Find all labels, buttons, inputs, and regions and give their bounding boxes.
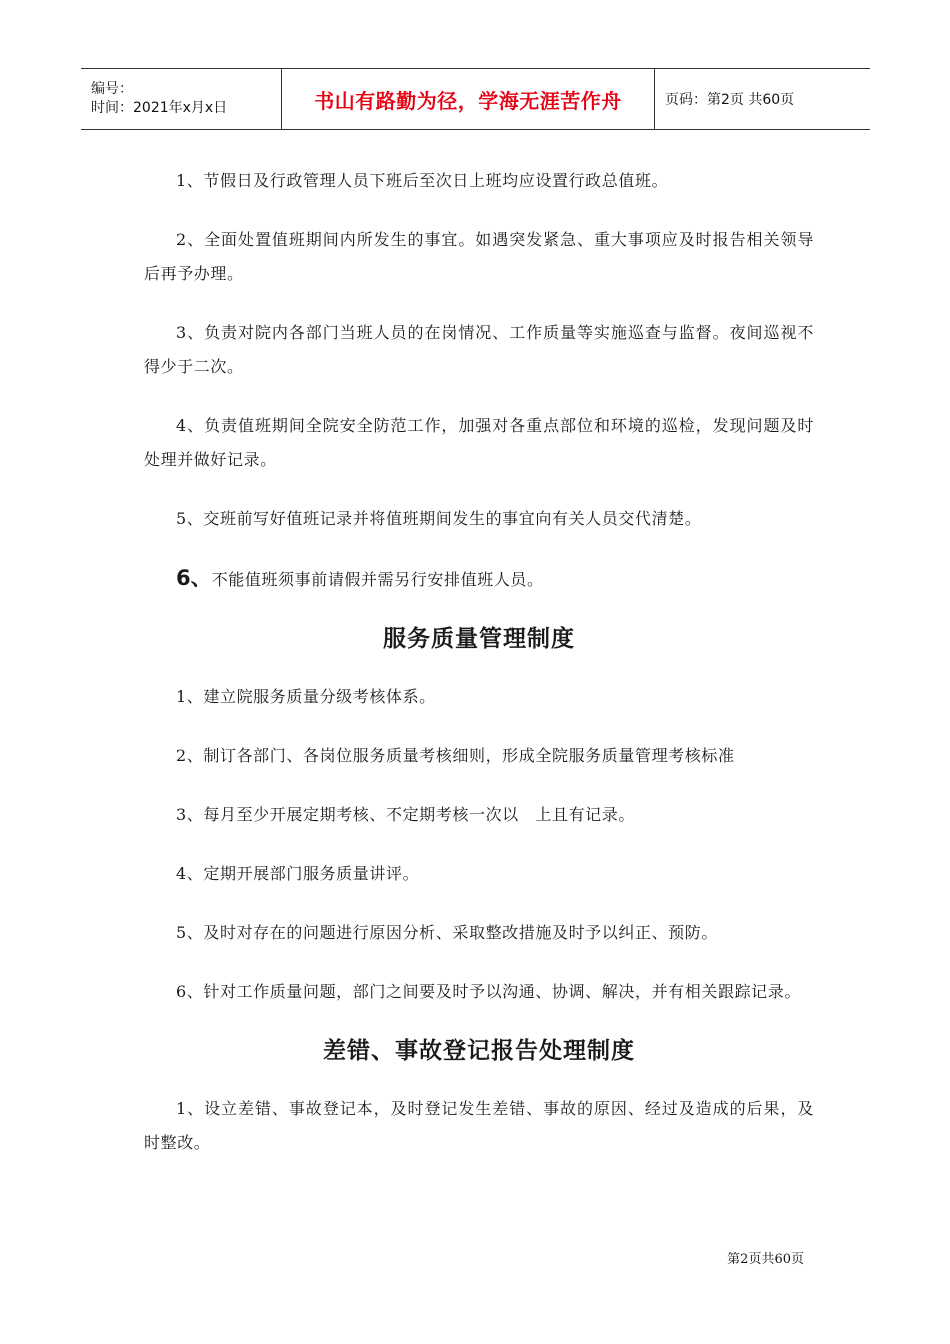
quality-item-4: 4、定期开展部门服务质量讲评。: [176, 864, 420, 883]
header-page-code: [655, 69, 870, 129]
section-title-service-quality: 服务质量管理制度: [383, 626, 575, 652]
quality-item-6: 6、针对工作质量问题，部门之间要及时予以沟通、协调、解决，并有相关跟踪记录。: [176, 982, 801, 1001]
document-body: [144, 164, 814, 1185]
duty-item-4: 4、负责值班期间全院安全防范工作，加强对各重点部位和环境的巡检，发现问题及时处理并做好记录。: [144, 416, 814, 469]
duty-item-5: 5、交班前写好值班记录并将值班期间发生的事宜向有关人员交代清楚。: [176, 509, 702, 528]
duty-item-1: 1、节假日及行政管理人员下班后至次日上班均应设置行政总值班。: [176, 171, 669, 190]
quality-item-1: 1、建立院服务质量分级考核体系。: [176, 687, 436, 706]
duty-item-3: 3、负责对院内各部门当班人员的在岗情况、工作质量等实施巡查与监督。夜间巡视不得少于二次。: [144, 323, 814, 376]
accident-item-1: 1、设立差错、事故登记本，及时登记发生差错、事故的原因、经过及造成的后果，及时整改。: [144, 1099, 814, 1152]
duty-item-6: [144, 561, 814, 597]
header-meta: [81, 69, 282, 129]
page-footer: 第2页共60页: [727, 1252, 804, 1267]
duty-item-6-text: 不能值班须事前请假并需另行安排值班人员。: [211, 570, 544, 589]
quality-item-3: 3、每月至少开展定期考核、不定期考核一次以 上且有记录。: [176, 805, 635, 824]
duty-item-6-number: 6、: [176, 566, 212, 590]
section-title-error-accident: 差错、事故登记报告处理制度: [323, 1038, 635, 1064]
quality-item-5: 5、及时对存在的问题进行原因分析、采取整改措施及时予以纠正、预防。: [176, 923, 718, 942]
document-number-label: 编号：: [91, 81, 133, 97]
document-time: 时间：2021年x月x日: [91, 100, 228, 116]
motto-text: 书山有路勤为径，学海无涯苦作舟: [314, 88, 622, 113]
duty-item-2: 2、全面处置值班期间内所发生的事宜。如遇突发紧急、重大事项应及时报告相关领导后再予办理。: [144, 230, 814, 283]
quality-item-2: 2、制订各部门、各岗位服务质量考核细则，形成全院服务质量管理考核标准: [176, 746, 735, 765]
header-motto: [282, 69, 655, 129]
page-code-text: 页码：第2页 共60页: [665, 92, 795, 108]
page-header: [81, 68, 870, 130]
